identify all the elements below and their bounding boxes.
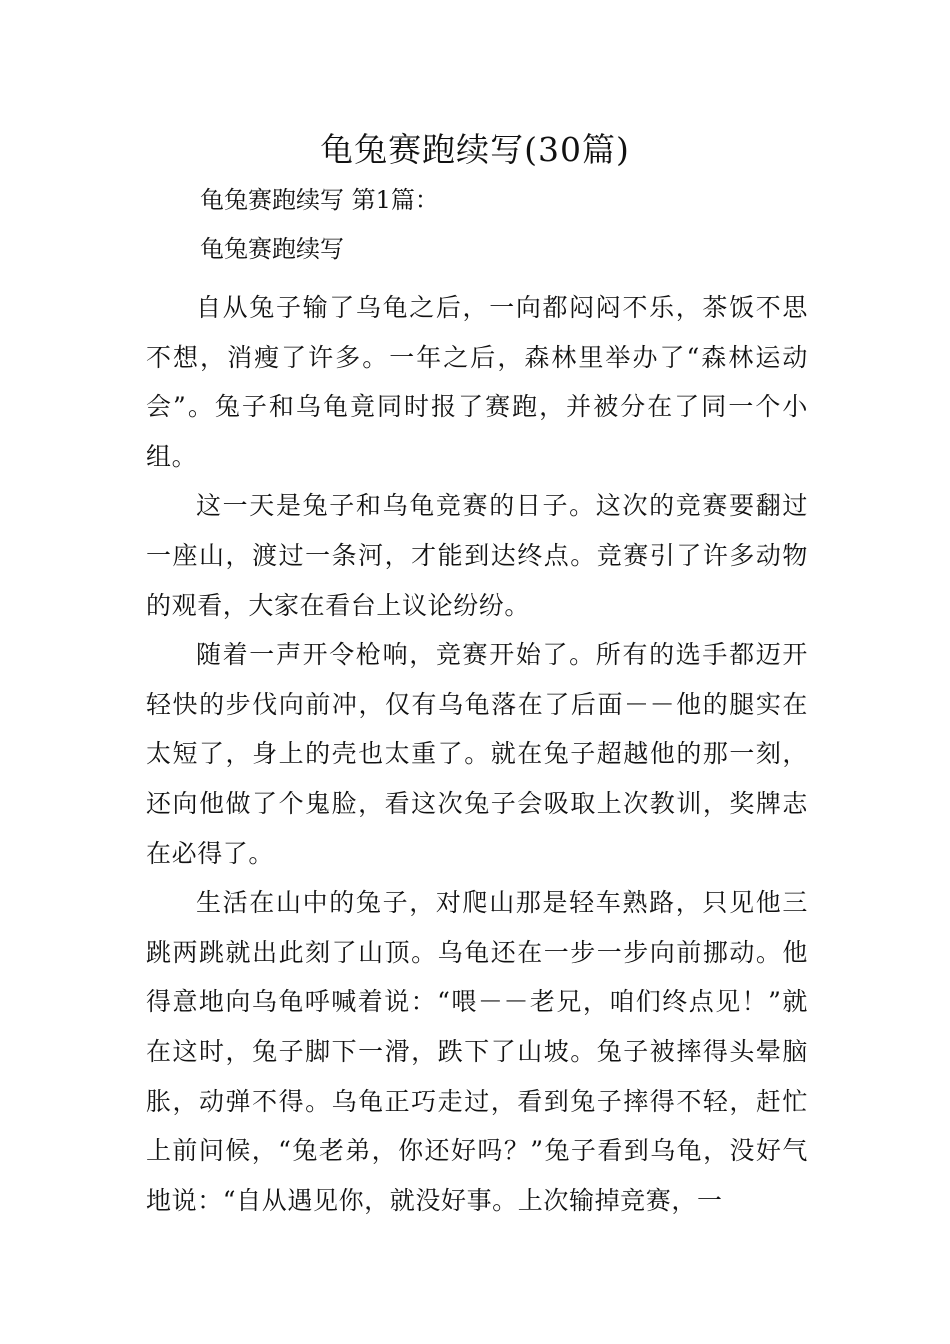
paragraph-1: 自从兔子输了乌龟之后，一向都闷闷不乐，茶饭不思不想，消瘦了许多。一年之后，森林里举办了“森林运动会”。兔子和乌龟竟同时报了赛跑，并被分在了同一个小组。 [146, 293, 808, 471]
paragraph-4: 生活在山中的兔子，对爬山那是轻车熟路，只见他三跳两跳就出此刻了山顶。乌龟还在一步一步向前挪动。他得意地向乌龟呼喊着说：“喂－－老兄，咱们终点见！”就在这时，兔子脚下一滑，跌下了山坡。兔子被摔得头晕脑胀，动弹不得。乌龟正巧走过，看到兔子摔得不轻，赶忙上前问候，“兔老弟，你还好吗？”兔子看到乌龟，没好气地说：“自从遇见你，就没好事。上次输掉竞赛，一 [146, 888, 808, 1215]
article-body [146, 283, 808, 1225]
paragraph-2: 这一天是兔子和乌龟竞赛的日子。这次的竞赛要翻过一座山，渡过一条河，才能到达终点。竞赛引了许多动物的观看，大家在看台上议论纷纷。 [146, 491, 808, 620]
section-heading: 龟兔赛跑续写 [200, 235, 344, 263]
document-title: 龟兔赛跑续写(30篇) [320, 130, 630, 169]
document-subtitle: 龟兔赛跑续写 第1篇： [200, 186, 439, 214]
paragraph-3: 随着一声开令枪响，竞赛开始了。所有的选手都迈开轻快的步伐向前冲，仅有乌龟落在了后面－－他的腿实在太短了，身上的壳也太重了。就在兔子超越他的那一刻，还向他做了个鬼脸，看这次兔子会吸取上次教训，奖牌志在必得了。 [146, 640, 808, 868]
